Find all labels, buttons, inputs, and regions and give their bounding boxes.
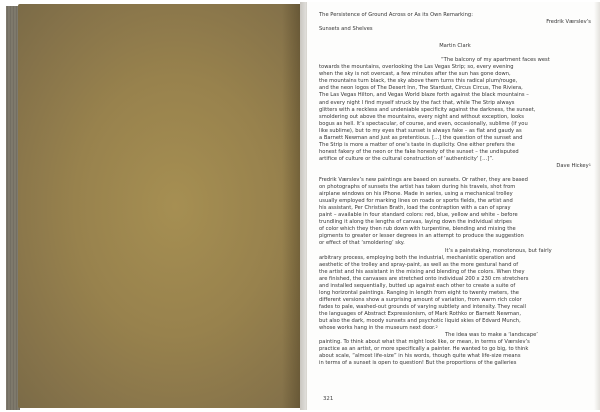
- body-line: in terms of a sunset is open to question! But the proportions of the galleries: [319, 360, 517, 367]
- footnote-ref[interactable]: 1: [588, 162, 591, 167]
- body-line: practice as an artist, or more specifically a painter. He wanted to go big, to think: [319, 346, 529, 353]
- quote-line: honest fakery of the neon or the fake honesty of the sunset – the undisputed: [319, 148, 519, 155]
- body-line: usually employed for marking lines on roads or sports fields, the artist and: [319, 198, 513, 205]
- quote-line: smoldering out above the mountains, every night and without exception, looks: [319, 113, 524, 120]
- body-line: about scale, “almost life-size” in his words, though quite what life-size means: [319, 353, 521, 360]
- paragraph-1: [319, 177, 591, 247]
- body-line: of color which they then rub down with turpentine, blending and mixing the: [319, 226, 516, 233]
- quote-line: and the neon logos of The Desert Inn, The Stardust, Circus Circus, The Riviera,: [319, 85, 523, 92]
- right-page: [306, 2, 600, 410]
- body-line: It’s a painstaking, monotonous, but fairly: [445, 247, 552, 254]
- paragraph-2: [319, 248, 591, 333]
- body-line: trundling it along the lengths of canvas, laying down the individual stripes: [319, 219, 512, 226]
- body-line: different versions show a surprising amount of variation, from warm rich color: [319, 296, 522, 303]
- quote-attribution: [319, 163, 591, 170]
- body-line: but also the dark, moody sunsets and psychotic liquid skies of Edvard Munch,: [319, 317, 521, 324]
- epigraph-quote: [319, 57, 591, 170]
- quote-line: “The balcony of my apartment faces west: [441, 57, 550, 64]
- quote-line: towards the mountains, overlooking the Las Vegas Strip; so, every evening: [319, 64, 514, 71]
- quote-line: The Strip is more a matter of one’s taste in duplicity. One either prefers the: [319, 141, 515, 148]
- body-line: and installed sequentially, butted up against each other to create a suite of: [319, 282, 516, 289]
- body-line: [319, 325, 591, 332]
- body-line: airplane windows on his iPhone. Made in series, using a mechanical trolley: [319, 191, 513, 198]
- body-line: pigments to greater or lesser degrees in an attempt to produce the suggestion: [319, 233, 524, 240]
- header-author: Fredrik Værslev’s: [546, 19, 591, 26]
- quote-line: The Las Vegas Hilton, and Vegas World blaze forth against the black mountains –: [319, 92, 529, 99]
- body-line: are finished, the canvases are stretched onto individual 200 x 230 cm stretchers: [319, 275, 529, 282]
- body-line: painting. To think about what that might look like, or mean, in terms of Værslev’s: [319, 339, 530, 346]
- quote-line: like sublime), but to my eyes that sunset is always fake – as flat and gaudy as: [319, 127, 522, 134]
- header-subtitle: Sunsets and Shelves: [319, 26, 373, 33]
- attribution-name: Dave Hickey: [556, 162, 589, 169]
- body-line: Fredrik Værslev’s new paintings are based on sunsets. Or rather, they are based: [319, 177, 528, 184]
- body-line: The idea was to make a ‘landscape’: [445, 332, 538, 339]
- body-line: paint – available in four standard colors: red, blue, yellow and white – before: [319, 212, 518, 219]
- body-line: his assistant, Per Christian Brath, load the contraption with a can of spray: [319, 205, 511, 212]
- page-number: 321: [323, 396, 334, 402]
- essay-author: Martin Clark: [439, 43, 471, 50]
- essay-text: [319, 12, 591, 367]
- body-line: the languages of Abstract Expressionism, of Mark Rothko or Barnett Newman,: [319, 310, 522, 317]
- body-line: or effect of that ‘smoldering’ sky.: [319, 240, 405, 247]
- header-title: The Persistence of Ground Across or As its Own Remarking:: [319, 12, 473, 18]
- quote-line: when the sky is not overcast, a few minutes after the sun has gone down,: [319, 71, 511, 78]
- quote-line: glitters with a reckless and undeniable specificity against the darkness, the sunset,: [319, 106, 536, 113]
- left-page-ochre: [18, 4, 304, 408]
- quote-line: artifice of culture or the cultural construction of ‘authenticity’ […]”.: [319, 155, 494, 162]
- footnote-ref[interactable]: 2: [435, 325, 438, 330]
- body-line: the artist and his assistant in the mixing and blending of the colors. When they: [319, 268, 525, 275]
- body-line: long horizontal paintings. Ranging in length from eight to twenty meters, the: [319, 289, 519, 296]
- body-line: arbitrary process, employing both the industrial, mechanistic operation and: [319, 254, 516, 261]
- quote-line: and every night I find myself struck by the fact that, while The Strip always: [319, 99, 515, 106]
- paragraph-3: [319, 332, 591, 367]
- body-line: on photographs of sunsets the artist has taken during his travels, shot from: [319, 184, 516, 191]
- body-text: whose works hang in the museum next door.: [319, 325, 436, 332]
- quote-line: a Barnett Newman and just as pretentious. […] the question of the sunset and: [319, 134, 523, 141]
- quote-line: the mountains turn black, the sky above them turns this radical plum/rouge,: [319, 78, 518, 85]
- quote-line: bogus as hell. It’s spectacular, of course, and even, occasionally, sublime (if you: [319, 120, 528, 127]
- body-line: aesthetic of the trolley and spray-paint, as well as the more gestural hand of: [319, 261, 519, 268]
- body-line: fades to pale, washed-out grounds of varying subtlety and intensity. They recall: [319, 303, 526, 310]
